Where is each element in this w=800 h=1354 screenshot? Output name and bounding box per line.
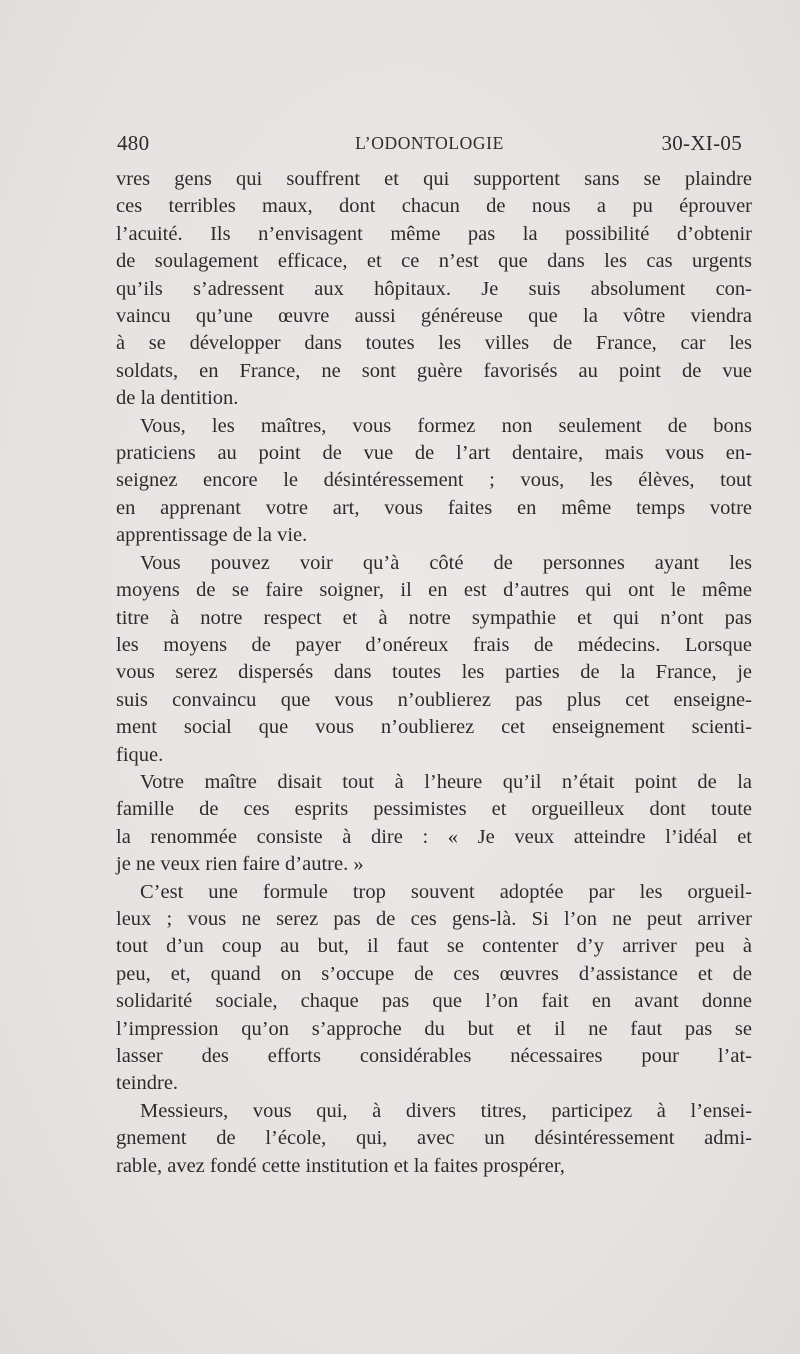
text-line: titre à notre respect et à notre sympathie et qui n’ont pas: [116, 606, 752, 629]
text-line: moyens de se faire soigner, il en est d’autres qui ont le même: [116, 579, 752, 602]
paragraph: [116, 1098, 752, 1180]
text-line: l’acuité. Ils n’envisagent même pas la possibilité d’obtenir: [116, 222, 752, 245]
text-line: lasser des efforts considérables nécessaires pour l’at-: [116, 1045, 752, 1067]
text-line: solidarité sociale, chaque pas que l’on fait en avant donne: [116, 990, 752, 1013]
text-line: praticiens au point de vue de l’art dentaire, mais vous en-: [116, 442, 752, 465]
text-line: en apprenant votre art, vous faites en même temps votre: [116, 496, 752, 519]
text-line: ment social que vous n’oublierez cet enseignement scienti-: [116, 716, 752, 739]
text-line: ces terribles maux, dont chacun de nous a pu éprouver: [116, 195, 752, 218]
issue-date: 30-XI-05: [661, 131, 742, 155]
paragraph: [116, 413, 752, 550]
paragraph: [116, 879, 752, 1098]
text-line: suis convaincu que vous n’oublierez pas plus cet enseigne-: [116, 688, 752, 711]
text-line: apprentissage de la vie.: [116, 524, 308, 547]
text-line: gnement de l’école, qui, avec un désintéressement admi-: [116, 1127, 752, 1150]
text-line: Vous, les maîtres, vous formez non seulement de bons: [140, 414, 752, 437]
text-line: seignez encore le désintéressement ; vous, les élèves, tout: [116, 469, 752, 492]
running-header: [117, 131, 742, 161]
text-line: Votre maître disait tout à l’heure qu’il n’était point de la: [140, 770, 752, 793]
page-number: 480: [117, 131, 150, 155]
text-line: rable, avez fondé cette institution et la faites prospérer,: [116, 1154, 565, 1177]
text-line: leux ; vous ne serez pas de ces gens-là. Si l’on ne peut arriver: [116, 907, 752, 930]
text-line: Messieurs, vous qui, à divers titres, participez à l’ensei-: [140, 1099, 752, 1122]
text-line: la renommée consiste à dire : « Je veux atteindre l’idéal et: [116, 825, 752, 848]
text-line: famille de ces esprits pessimistes et orgueilleux dont toute: [116, 798, 752, 821]
paragraph: [116, 166, 752, 413]
body-text: [116, 166, 752, 1180]
text-line: de soulagement efficace, et ce n’est que dans les cas urgents: [116, 250, 752, 273]
text-line: Vous pouvez voir qu’à côté de personnes ayant les: [140, 551, 752, 574]
text-line: tout d’un coup au but, il faut se contenter d’y arriver peu à: [116, 935, 752, 958]
text-line: fique.: [116, 743, 164, 766]
text-line: teindre.: [116, 1072, 179, 1095]
journal-title: L’ODONTOLOGIE: [355, 133, 504, 153]
text-line: les moyens de payer d’onéreux frais de médecins. Lorsque: [116, 633, 752, 656]
text-line: C’est une formule trop souvent adoptée par les orgueil-: [140, 880, 752, 903]
text-line: vous serez dispersés dans toutes les parties de la France, je: [116, 661, 752, 684]
text-line: de la dentition.: [116, 387, 239, 410]
text-line: je ne veux rien faire d’autre. »: [116, 853, 364, 876]
text-line: l’impression qu’on s’approche du but et il ne faut pas se: [116, 1017, 752, 1040]
text-line: vres gens qui souffrent et qui supportent sans se plaindre: [116, 168, 752, 190]
text-line: peu, et, quand on s’occupe de ces œuvres d’assistance et de: [116, 962, 752, 985]
paragraph: [116, 769, 752, 879]
paragraph: [116, 550, 752, 769]
text-line: qu’ils s’adressent aux hôpitaux. Je suis absolument con-: [116, 277, 752, 300]
text-line: vaincu qu’une œuvre aussi généreuse que la vôtre viendra: [116, 305, 752, 328]
text-line: soldats, en France, ne sont guère favorisés au point de vue: [116, 359, 752, 382]
text-line: à se développer dans toutes les villes de France, car les: [116, 332, 752, 355]
